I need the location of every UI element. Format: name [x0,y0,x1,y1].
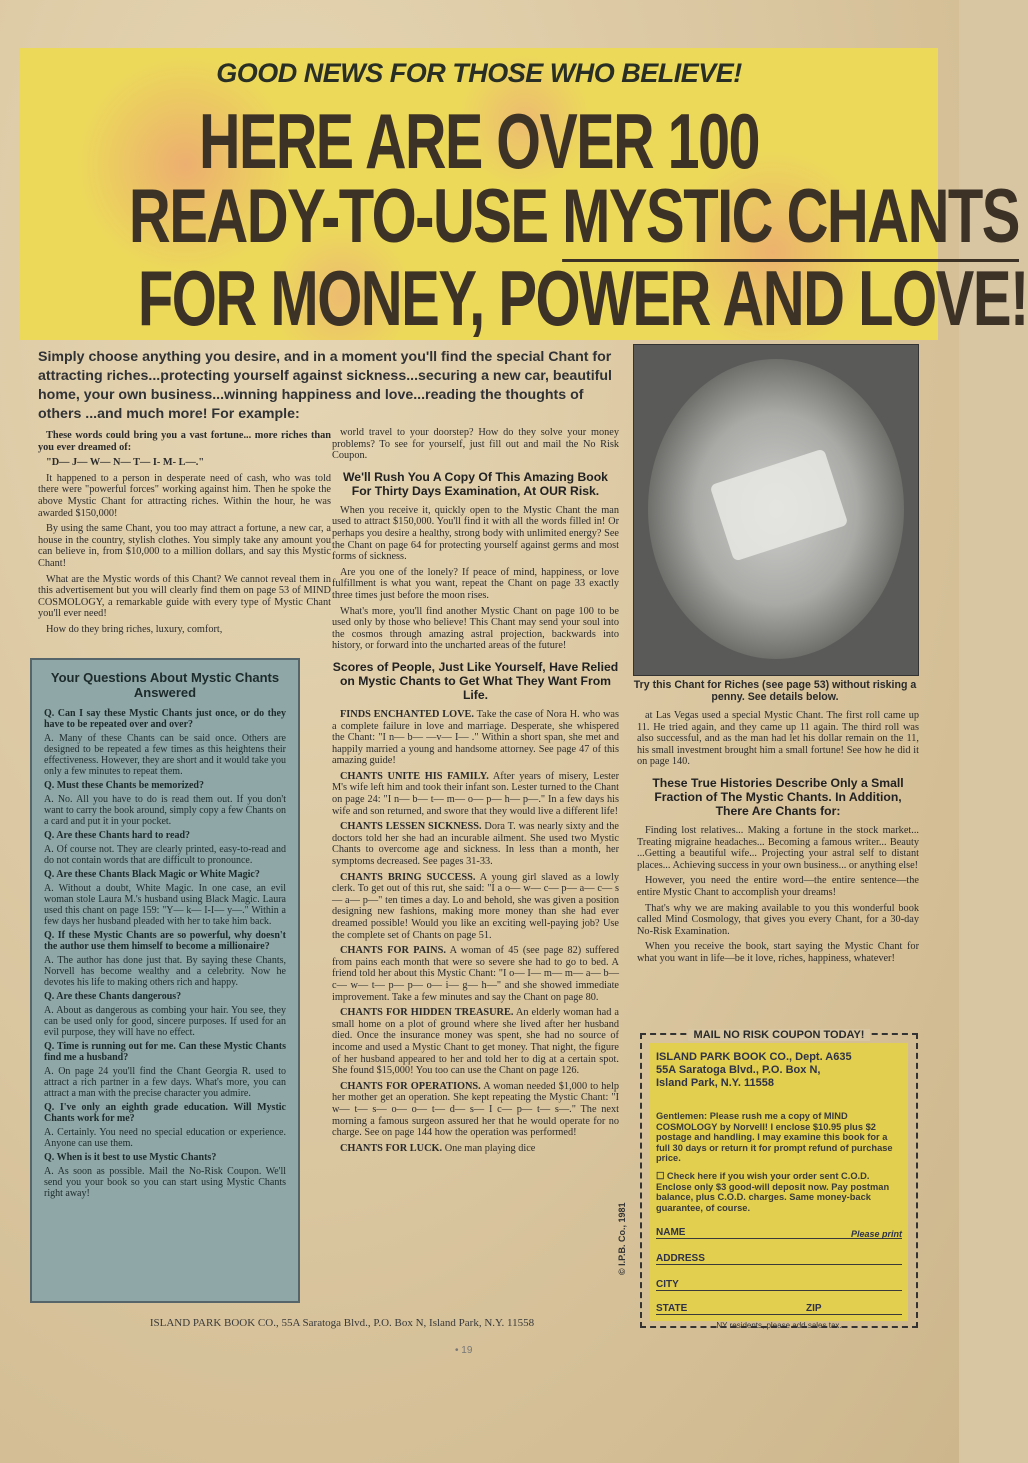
col2-heading-1: We'll Rush You A Copy Of This Amazing Book For Thirty Days Examination, At OUR Risk. [343,469,608,498]
zip-label: ZIP [806,1303,822,1314]
qa-question: Q. I've only an eighth grade education. Will Mystic Chants work for me? [44,1102,286,1124]
story-6 [332,1007,619,1077]
footer-address: ISLAND PARK BOOK CO., 55A Saratoga Blvd., P.O. Box N, Island Park, N.Y. 11558 [149,1317,535,1329]
story-5 [332,945,619,1003]
column-1 [38,430,331,640]
col2-p2: Are you one of the lonely? If peace of mind, happiness, or love fulfillment is what you want, repeat the Chant on page 33 exactly three times just before the moon rises. [332,566,619,601]
kicker-headline: GOOD NEWS FOR THOSE WHO BELIEVE! [216,58,742,88]
headline-line-3: FOR MONEY, POWER AND LOVE! [137,254,1028,342]
story-5-text: A woman of 45 (see page 82) suffered from pains each month that were so severe she had to go to bed. A friend told her about this Mystic Chant: "I o— I— m— m— a— b— c— w— t— p— p— o— i— g— h—" and she showed immediate improvement. Take a few minutes and say the Chant on page 80. [332,945,619,1003]
headline-line-2b: MYSTIC CHANTS [562,174,1019,262]
story-4-lead: CHANTS BRING SUCCESS. [340,871,476,883]
story-7-lead: CHANTS FOR OPERATIONS. [340,1080,481,1092]
story-2-lead: CHANTS UNITE HIS FAMILY. [340,770,489,782]
col3-p2: However, you need the entire word—the entire sentence—the entire Mystic Chant to accomplish your dreams! [637,875,919,898]
story-5-lead: CHANTS FOR PAINS. [340,945,446,957]
story-1-lead: FINDS ENCHANTED LOVE. [340,708,474,720]
col3-p1: Finding lost relatives... Making a fortune in the stock market... Treating migraine headaches... Becoming a famous writer... Beauty ...Getting a beautiful wife... Projecting your astral self to distant places... Achieving success in your own business... or anything else! [637,824,919,871]
col2-p1: When you receive it, quickly open to the Mystic Chant the man used to attract $150,000. You'll find it with all the words filled in! Or perhaps you desire a healthy, strong body with unlimited energy? See the Chant on page 64 for protecting yourself against germs and most forms of sickness. [332,504,619,563]
story-2-text: After years of misery, Lester M's wife left him and took their infant son. Lester turned to the Chant on page 24: "I n— b— t— m— o— p— h— p—." In a few days his wife and son returned, and swore that they would live a different life! [332,770,620,817]
questions-title: Your Questions About Mystic Chants Answered [50,670,280,700]
col3-p4: When you receive the book, start saying the Mystic Chant for what you want in life—be it love, riches, happiness, whatever! [637,941,919,964]
headline-banner [20,48,1028,342]
coupon-address [656,1051,852,1090]
state-zip-field[interactable] [656,1303,902,1315]
state-label: STATE [656,1303,688,1314]
headline-line-2 [128,173,1019,260]
qa-question: Q. When is it best to use Mystic Chants? [44,1152,217,1163]
photo-caption: Try this Chant for Riches (see page 53) without risking a penny. See details below. [633,679,917,703]
name-field[interactable] [656,1227,902,1239]
story-7-text: A woman needed $1,000 to help her mother get an operation. She kept repeating the Mystic Chant: "I w— t— s— o— o— t— d— s— I c— p— t— s—." The next morning a famous surgeon assured her that he would operate for no charge. See on page 144 how the operation was performed! [332,1080,619,1139]
qa-answer: A. The author has done just that. By saying these Chants, Norvell has become wealthy and a celebrity. Now he devotes his life to making others rich and happy. [44,955,286,988]
qa-answer: A. On page 24 you'll find the Chant Georgia R. used to attract a rich partner in a few days. What's more, you can attract a man with the precise character you admire. [44,1066,286,1099]
ny-tax-note: NY residents, please add sales tax. [716,1321,842,1330]
column-3 [637,710,919,969]
name-label: NAME [656,1227,686,1238]
questions-box [30,658,300,1303]
story-3 [332,821,619,867]
qa-question: Q. Are these Chants dangerous? [44,991,182,1002]
col1-p3: By using the same Chant, you too may attract a fortune, a new car, a house in the country, stylish clothes. You simply take any amount you can believe in, from $10,000 to a million dollars, and say this Mystic Chant! [38,523,331,569]
col2-heading-2: Scores of People, Just Like Yourself, Have Relied on Mystic Chants to Get What They Want From Life. [332,659,619,702]
headline-line-2a: READY-TO-USE [128,174,548,259]
story-2 [332,771,619,817]
qa-answer: A. Many of these Chants can be said once. Others are designed to be repeated a few times as this heightens their effectiveness. However, they are short and it would take you only a few minutes to repeat them. [44,733,286,777]
qa-question: Q. Must these Chants be memorized? [44,780,204,791]
qa-question: Q. If these Mystic Chants are so powerful, why doesn't the author use them himself to become a millionaire? [44,930,286,952]
col1-p1 [38,430,331,453]
column-2 [332,427,619,1158]
coupon-body [650,1043,908,1330]
page-number: • 19 [455,1345,473,1356]
story-8-text: One man playing dice [444,1142,536,1154]
qa-answer: A. Certainly. You need no special education or experience. Anyone can use them. [44,1127,286,1149]
qa-answer: A. Of course not. They are clearly printed, easy-to-read and do not contain words that are difficult to pronounce. [44,844,286,866]
coupon-order-text: Gentlemen: Please rush me a copy of MIND COSMOLOGY by Norvell! I enclose $10.95 plus $2 postage and handling. I may examine this book for a full 30 days or return it for prompt refund of purchase price. [656,1111,893,1163]
col1-p1-text: These words could bring you a vast fortune... more riches than you ever dreamed of: [38,430,331,453]
story-4-text: A young girl slaved as a lowly clerk. To get out of this rut, she said: "I a o— w— c— p— a— c— s— a— p—" ten times a day. Lo and behold, she was given a position designing new fashions, making more money than she had ever dreamed possible! Would you like an exciting well-paying job? Use the complete set of Chants on page 51. [332,871,620,941]
coupon-header [640,1025,918,1043]
qa-question: Q. Are these Chants Black Magic or White Magic? [44,869,260,880]
copyright-notice: © I.P.B. Co., 1981 [617,1202,627,1275]
coupon-street: 55A Saratoga Blvd., P.O. Box N, [656,1064,821,1076]
qa-question: Q. Are these Chants hard to read? [44,830,191,841]
qa-answer: A. No. All you have to do is read them out. If you don't want to carry the book around, simply copy a few Chants on a card and put it in your pocket. [44,794,286,827]
qa-answer: A. Without a doubt, White Magic. In one case, an evil woman stole Laura M.'s husband using Black Magic. Laura used this chant on page 159: "Y— k— I-I— y—." Within a few days her husband pleaded with her to take him back. [44,883,286,927]
story-3-lead: CHANTS LESSEN SICKNESS. [340,821,482,833]
coupon-company: ISLAND PARK BOOK CO., Dept. A635 [656,1051,852,1063]
qa-question: Q. Time is running out for me. Can these Mystic Chants find me a husband? [44,1041,286,1063]
col3-p0: at Las Vegas used a special Mystic Chant. The first roll came up 11. He tried again, and they came up 11 again. The third roll was also successful, and as the man had let his dollar remain on the 11, his small investment brought him a small fortune! See how he did it on page 140. [637,710,919,768]
col2-p3: What's more, you'll find another Mystic Chant on page 100 to be used only by those who believe! This Chant may send your soul into the cosmos through amazing astral projection, backwards into history, or forward into the uncharted areas of the future! [332,605,619,652]
please-print-note: Please print [850,1229,902,1239]
story-6-text: An elderly woman had a small home on a plot of ground where she lived after her husband died. Once the insurance money was spent, she had no source of income and used a Mystic Chant to get money. That night, the figure of her husband appeared to her and told her to dig at a certain spot. She found $15,000! You too can use the Chant on page 126. [332,1007,619,1077]
coupon-city: Island Park, N.Y. 11558 [656,1077,775,1089]
coupon-header-text: MAIL NO RISK COUPON TODAY! [688,1029,871,1041]
col1-p4: What are the Mystic words of this Chant? We cannot reveal them in this advertisement but you will clearly find them on page 53 of MIND COSMOLOGY, a remarkable guide with every type of Mystic Chant you'll ever need! [38,573,331,620]
coupon-cod-checkbox[interactable]: ☐ Check here if you wish your order sent C.O.D. Enclose only $3 good-will deposit now. Pay postman balance, plus C.O.D. charges. Same money-back guarantee, of course. [656,1171,890,1213]
story-8-lead: CHANTS FOR LUCK. [340,1142,443,1154]
qa-question: Q. Can I say these Mystic Chants just once, or do they have to be repeated over and over? [44,708,286,730]
story-8 [332,1143,619,1155]
story-4 [332,872,619,942]
qa-answer: A. As soon as possible. Mail the No-Risk Coupon. We'll send you your book so you can start using Mystic Chants right away! [44,1166,286,1199]
crystal-ball-photo [633,344,919,676]
qa-list [44,708,286,1199]
story-6-lead: CHANTS FOR HIDDEN TREASURE. [340,1007,514,1019]
story-1-text: Take the case of Nora H. who was a complete failure in love and marriage. Desperate, she whispered the Chant: "I n— b— —v— I— ." Within a short span, she met and happily married a young and handsome attorney. See page 47 of this amazing guide! [332,708,620,767]
col1-p5: How do they bring riches, luxury, comfort, [46,623,223,635]
city-label: CITY [656,1279,679,1290]
city-field[interactable] [656,1279,902,1291]
story-3-text: Dora T. was nearly sixty and the doctors told her she had an incurable ailment. She used two Mystic Chants to overcome age and sickness. In less than a month, her symptoms decreased. See pages 31-33. [332,821,620,868]
qa-answer: A. About as dangerous as combing your hair. You see, they can be used only for good, sincere purposes. If used for an evil purpose, they will have no effect. [44,1005,286,1038]
col1-p2: It happened to a person in desperate need of cash, who was told there were "powerful forces" working against him. Then he spoke the above Mystic Chant for attracting riches. Within the hour, he was awarded $150,000! [38,472,331,519]
headline-line-1: HERE ARE OVER 100 [198,97,759,185]
story-1 [332,709,619,767]
col1-chant: "D— J— W— N— T— I- M- L—." [46,457,205,469]
story-7 [332,1081,619,1139]
col3-p3: That's why we are making available to you this wonderful book called Mind Cosmology, that gives you every Chant, for a 30-day No-Risk Examination. [637,902,919,937]
col2-p0: world travel to your doorstep? How do they solve your money problems? To see for yourself, just fill out and mail the No Risk Coupon. [332,427,619,462]
order-coupon[interactable] [640,1029,918,1330]
intro-paragraph: Simply choose anything you desire, and in a moment you'll find the special Chant for attracting riches...protecting yourself against sickness...securing a new car, beautiful home, your own business...winning happiness and love...reading the thoughts of others ...and much more! For example: [38,349,612,422]
address-field[interactable] [656,1253,902,1265]
address-label: ADDRESS [656,1253,705,1264]
col3-heading: These True Histories Describe Only a Small Fraction of The Mystic Chants. In Addition, There Are Chants for: [652,775,904,818]
